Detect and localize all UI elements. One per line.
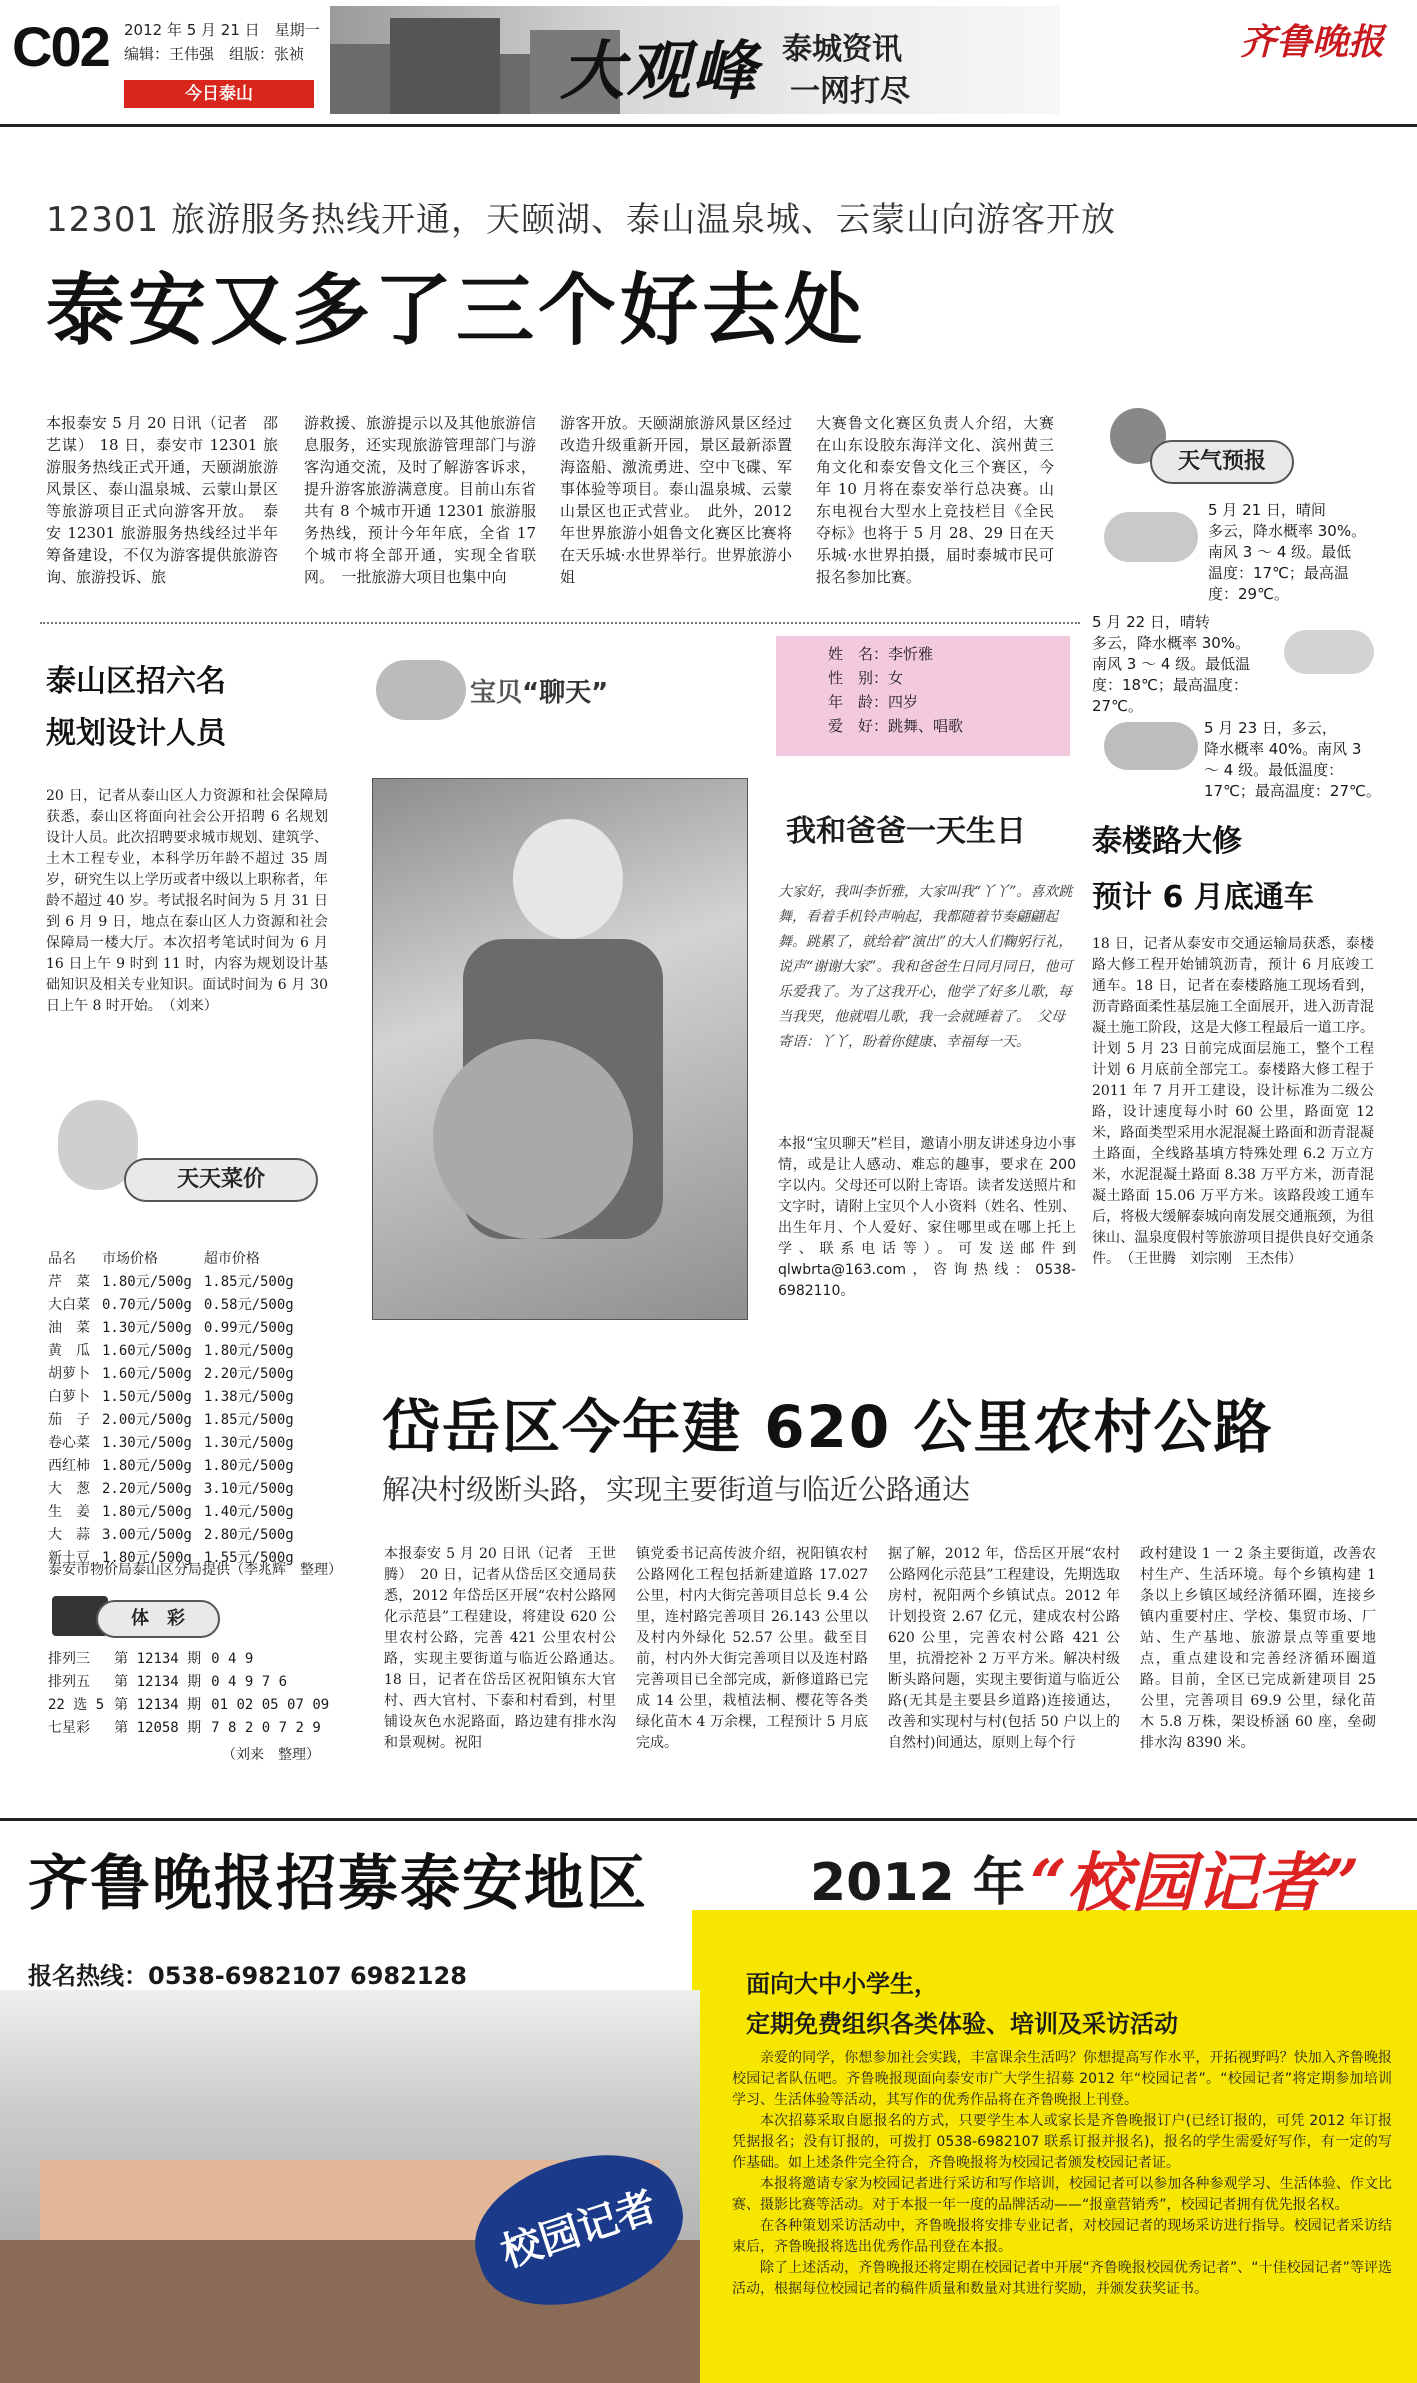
table-row: 白萝卜 1.50元/500g 1.38元/500g [48, 1389, 294, 1405]
road-headline-2: 预计 6 月底通车 [1092, 880, 1314, 915]
jobs-headline-1: 泰山区招六名 [46, 664, 226, 699]
section-tag: 今日泰山 [124, 80, 314, 108]
lead-col-3: 游客开放。天颐湖旅游风景区经过改造升级重新开园，景区最新添置海盗船、激流勇进、空中飞碟、军事体验等项目。泰山温泉城、云蒙山景区也正式营业。 此外，2012 年世界旅游小姐鲁文化赛区比赛将在天乐城·水世界举行。世界旅游小姐 [560, 414, 792, 586]
ad-body: 亲爱的同学，你想参加社会实践，丰富课余生活吗？你想提高写作水平，开拓视野吗？快加入齐鲁晚报校园记者队伍吧。齐鲁晚报现面向泰安市广大学生招募 2012 年“校园记者”。“校园记者”将定期参加培训学习、生活体验等活动，其写作的优秀作品将在齐鲁晚报上刊登。 本次招募采取自愿报名的方式，只要学生本人或家长是齐鲁晚报订户(已经订报的，可凭 2012 年订报凭据报名；没有订报的，可拨打 0538-6982107 联系订报并报名)，报名的学生需爱好写作，有一定的写作基础。如上述条件完全符合，齐鲁晚报将为校园记者颁发校园记者证。 本报将邀请专家为校园记者进行采访和写作培训，校园记者可以参加各种参观学习、生活体验、作文比赛、摄影比赛等活动。对于本报一年一度的品牌活动——“报童营销秀”，校园记者拥有优先报名权。 在各种策划采访活动中，齐鲁晚报将安排专业记者，对校园记者的现场采访进行指导。校园记者采访结束后，齐鲁晚报将选出优秀作品刊登在本报。 除了上述活动，齐鲁晚报还将定期在校园记者中开展“齐鲁晚报校园优秀记者”、“十佳校园记者”等评选活动，根据每位校园记者的稿件质量和数量对其进行奖励，并颁发获奖证书。 [732, 2050, 1392, 2297]
table-row: 排列三 第 12134 期 0 4 9 [48, 1651, 254, 1667]
ad-hotline: 报名热线：0538-6982107 6982128 [28, 1962, 467, 1990]
issue-meta [124, 18, 320, 66]
table-row: 生 姜 1.80元/500g 1.40元/500g [48, 1504, 294, 1520]
table-row: 黄 瓜 1.60元/500g 1.80元/500g [48, 1343, 294, 1359]
table-row: 22 选 5 第 12134 期 01 02 05 07 09 [48, 1697, 330, 1713]
page-number: C02 [12, 15, 109, 78]
ad-campus-reporter: “校园记者” [1030, 1846, 1360, 1921]
header-rule [0, 124, 1417, 127]
lottery-credit: （刘来 整理） [222, 1747, 320, 1763]
banner-subtitle-1: 泰城资讯 [782, 32, 902, 67]
rural-col-2: 镇党委书记高传波介绍，祝阳镇农村公路网化工程包括新建道路 17.027 公里，村内大街完善项目总长 9.4 公里，连村路完善项目 26.143 公里以及村内外绿化 52.57 公里。截至目前，村内外大街完善项目以及连村路完善项目已全部完成，新修道路已完成 14 公里，栽植法桐、樱花等各类绿化苗木 4 万余棵，工程预计 5 月底完成。 [636, 1546, 868, 1751]
road-body: 18 日，记者从泰安市交通运输局获悉，泰楼路大修工程开始铺筑沥青，预计 6 月底竣工通车。18 日，记者在泰楼路施工现场看到，沥青路面柔性基层施工全面展开，进入沥青混凝土施工阶段，这是大修工程最后一道工序。计划 5 月 23 日前完成面层施工，整个工程计划 6 月底前全部完工。泰楼路大修工程于 2011 年 7 月开工建设，设计标准为二级公路，设计速度每小时 60 公里，路面宽 12 米，路面类型采用水泥混凝土路面和沥青混凝土路面，全线路基填方特殊处理 6.2 万立方米，水泥混凝土路面 8.38 万平方米，沥青混凝土路面 15.06 万平方米。该路段竣工通车后，将极大缓解泰城向南发展交通瓶颈，为徂徕山、温泉度假村等旅游项目提供良好交通条件。 （王世腾 刘宗刚 王杰伟） [1092, 936, 1374, 1267]
baby-mascot-icon [376, 660, 466, 720]
rural-subtitle: 解决村级断头路，实现主要街道与临近公路通达 [382, 1473, 971, 1506]
rural-headline: 岱岳区今年建 620 公里农村公路 [382, 1393, 1274, 1461]
kid-column-notice: 本报“宝贝聊天”栏目，邀请小朋友讲述身边小事情，或是让人感动、难忘的趣事，要求在 200 字以内。父母还可以附上寄语。读者发送照片和文字时，请附上宝贝个人小资料（姓名、性别、出生年月、个人爱好、家住哪里或在哪上托上学、联系电话等）。可发送邮件到 qlwbrta@163.com，咨询热线：0538-6982110。 [778, 1136, 1076, 1299]
editor-line: 编辑：王伟强 组版：张祯 [124, 45, 305, 63]
table-row: 大 蒜 3.00元/500g 2.80元/500g [48, 1527, 294, 1543]
road-headline-1: 泰楼路大修 [1092, 824, 1242, 859]
weather-day-1: 5 月 21 日，晴间 多云，降水概率 30%。 南风 3 ～ 4 级。最低 温度：17℃；最高温 度：29℃。 [1208, 501, 1367, 603]
table-row: 油 菜 1.30元/500g 0.99元/500g [48, 1320, 294, 1336]
lead-divider [40, 622, 1080, 624]
lead-headline: 泰安又多了三个好去处 [46, 266, 867, 356]
lead-col-1: 本报泰安 5 月 20 日讯（记者 邵艺谋） 18 日，泰安市 12301 旅游服务热线正式开通，天颐湖旅游风景区、泰山温泉城、云蒙山景区等旅游项目正式向游客开放。 泰安 12301 旅游服务热线经过半年筹备建设，不仅为游客提供旅游咨询、旅游投诉、旅 [46, 414, 278, 586]
campus-reporter-badge: 校园记者 [458, 2131, 701, 2329]
lead-col-2: 游救援、旅游提示以及其他旅游信息服务，还实现旅游管理部门与游客沟通交流，及时了解游客诉求，提升游客旅游满意度。目前山东省共有 8 个城市开通 12301 旅游服务热线，预计今年年底，全省 17 个城市将全部开通，实现全省联网。 一批旅游大项目也集中向 [304, 414, 536, 586]
diary-body: 大家好，我叫李忻雅，大家叫我“丫丫”。喜欢跳舞，看着手机铃声响起，我都随着节奏翩翩起舞。跳累了，就给着“演出”的大人们鞠躬行礼，说声“谢谢大家”。我和爸爸生日同月同日，他可乐爱我了。为了这我开心，他学了好多儿歌，每当我哭，他就唱儿歌，我一会就睡着了。 父母寄语：丫丫，盼着你健康、幸福每一天。 [778, 884, 1073, 1050]
diary-title: 我和爸爸一天生日 [786, 814, 1026, 849]
weather-title: 天气预报 [1150, 440, 1294, 484]
rural-col-1: 本报泰安 5 月 20 日讯（记者 王世腾） 20 日，记者从岱岳区交通局获悉，2012 年岱岳区开展“农村公路网化示范县”工程建设，将建设 620 公里农村公路，完善 421 公里农村公路，实现主要街道与临近公路通达。 18 日，记者在岱岳区祝阳镇东大官村、西大官村、下泰和村看到，村里铺设灰色水泥路面，路边建有排水沟和景观树。祝阳 [384, 1546, 630, 1751]
cloud-sun-icon [1284, 630, 1374, 674]
table-row: 芹 菜 1.80元/500g 1.85元/500g [48, 1274, 294, 1290]
kid-column-title: 宝贝“聊天” [470, 678, 609, 708]
ad-rule [0, 1818, 1417, 1821]
weather-day-3: 5 月 23 日，多云， 降水概率 40%。南风 3 ～ 4 级。最低温度： 17℃；最高温度：27℃。 [1204, 719, 1381, 800]
table-row: 茄 子 2.00元/500g 1.85元/500g [48, 1412, 294, 1428]
table-row: 卷心菜 1.30元/500g 1.30元/500g [48, 1435, 294, 1451]
table-row: 七星彩 第 12058 期 7 8 2 0 7 2 9 [48, 1720, 321, 1736]
ad-tagline: 面向大中小学生， 定期免费组织各类体验、培训及采访活动 [746, 1970, 1178, 2038]
child-photo [372, 778, 748, 1320]
lottery-table [48, 1648, 339, 1740]
cloud-icon [1104, 512, 1198, 562]
table-row: 排列五 第 12134 期 0 4 9 7 6 [48, 1674, 288, 1690]
table-row: 西红柿 1.80元/500g 1.80元/500g [48, 1458, 294, 1474]
table-row: 大白菜 0.70元/500g 0.58元/500g [48, 1297, 294, 1313]
weather-day-2: 5 月 22 日，晴转 多云，降水概率 30%。 南风 3 ～ 4 级。最低温 度：18℃；最高温度： 27℃。 [1092, 613, 1251, 715]
table-row: 新土豆 1.80元/500g 1.55元/500g [48, 1550, 294, 1566]
banner-subtitle-2: 一网打尽 [790, 74, 910, 109]
table-row: 大 葱 2.20元/500g 3.10元/500g [48, 1481, 294, 1497]
vegetable-title: 天天菜价 [124, 1158, 318, 1202]
lead-col-4: 大赛鲁文化赛区负责人介绍，大赛在山东设胶东海洋文化、滨州黄三角文化和泰安鲁文化三个赛区，今年 10 月将在泰安举行总决赛。山东电视台大型水上竞技栏目《全民夺标》也将于 5 月 28、29 日在天乐城·水世界拍摄，届时泰城市民可报名参加比赛。 [816, 414, 1054, 586]
ad-title: 齐鲁晚报招募泰安地区 [28, 1849, 648, 1919]
rain-cloud-icon [1104, 722, 1198, 770]
table-row: 胡萝卜 1.60元/500g 2.20元/500g [48, 1366, 294, 1382]
rural-col-3: 据了解，2012 年，岱岳区开展“农村公路网化示范县”工程建设，先期选取房村，祝阳两个乡镇试点。2012 年计划投资 2.67 亿元，建成农村公路 620 公里，完善农村公路 421 公里，抗滑挖补 2 万平方米。解决村级断头路问题，实现主要街道与临近公路(无其是主要县乡道路)连接通达，改善和实现村与村(包括 50 户以上的自然村)间通达，原则上每个行 [888, 1546, 1120, 1751]
banner-title: 大观峰 [560, 34, 758, 109]
lead-subtitle: 12301 旅游服务热线开通，天颐湖、泰山温泉城、云蒙山向游客开放 [46, 200, 1116, 240]
table-header-row: 品名 市场价格 超市价格 [48, 1251, 260, 1267]
lottery-title: 体 彩 [96, 1600, 220, 1638]
jobs-body: 20 日，记者从泰山区人力资源和社会保障局获悉，泰山区将面向社会公开招聘 6 名规划设计人员。此次招聘要求城市规划、建筑学、土木工程专业，本科学历年龄不超过 35 周岁，研究生以上学历或者中级以上职称者，年龄不超过 40 岁。考试报名时间为 5 月 31 日到 6 月 9 日，地点在泰山区人力资源和社会保障局一楼大厅。本次招考笔试时间为 6 月 16 日上午 9 时到 11 时，内容为规划设计基础知识及相关专业知识。面试时间为 6 月 30 日上午 8 时开始。 （刘来） [46, 788, 328, 1014]
jobs-headline-2: 规划设计人员 [46, 716, 226, 751]
date-line: 2012 年 5 月 21 日 星期一 [124, 21, 320, 39]
newspaper-logo: 齐鲁晚报 [1240, 21, 1385, 63]
ad-year: 2012 年 [810, 1853, 1025, 1913]
child-profile-card: 姓 名：李忻雅 性 别：女 年 龄：四岁 爱 好：跳舞、唱歌 [776, 636, 1070, 756]
rural-col-4: 政村建设 1 一 2 条主要街道，改善农村生产、生活环境。每个乡镇构建 1 条以上乡镇区域经济循环圈，连接乡镇内重要村庄、学校、集贸市场、厂站、生产基地、旅游景点等重要地点，重点建设和完善经济循环圈道路。目前，全区已完成新建项目 25 公里，完善项目 69.9 公里，绿化苗木 5.8 万株，架设桥涵 60 座，垒砌排水沟 8390 米。 [1140, 1546, 1376, 1751]
vegetable-source: 泰安市物价局泰山区分局提供（李兆辉 整理） [48, 1562, 342, 1578]
vegetable-price-table [48, 1248, 306, 1570]
